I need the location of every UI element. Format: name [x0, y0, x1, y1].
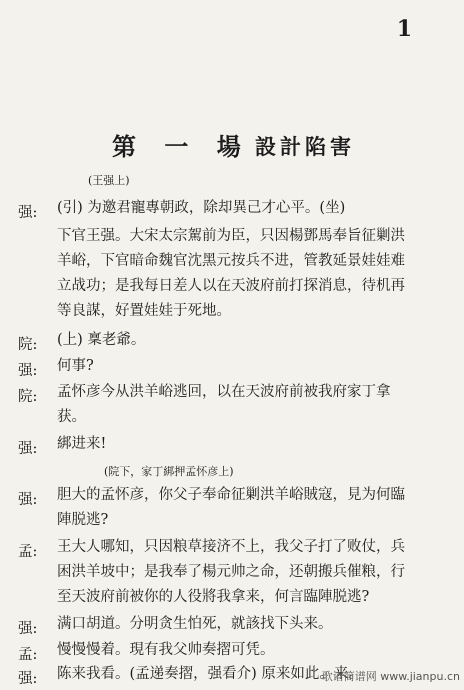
dialogue-line: 羊峪，下官暗命魏官沈黑元按兵不进，管教延景娃娃难	[57, 253, 405, 269]
dialogue-line: 困洪羊坡中；是我奉了楊元帅之命，还朝搬兵催粮，行	[57, 564, 405, 580]
dialogue-line: 至天波府前被你的人役將我拿来，何言臨陣脱逃?	[57, 589, 370, 605]
dialogue-line: 綁进来!	[57, 436, 107, 452]
stage-direction: (王强上)	[88, 174, 130, 187]
dialogue-line: 立战功；是我每日差人以在天波府前打探消息，待机再	[57, 278, 405, 294]
watermark: 歌谱简谱网 www.jianpu.cn	[321, 670, 460, 683]
speaker-label: 孟:	[18, 647, 38, 663]
scene-title: 第 一 場	[112, 132, 251, 161]
dialogue-line: (引) 为邀君寵專朝政，除却異己才心平。(坐)	[57, 200, 346, 216]
speaker-label: 强:	[18, 621, 38, 637]
speaker-label: 院:	[18, 337, 38, 353]
scene-subtitle: 設計陷害	[255, 134, 355, 159]
speaker-label: 院:	[18, 389, 38, 405]
page-number: 1	[396, 16, 412, 42]
dialogue-line: 满口胡道。分明贪生怕死，就該找下头来。	[57, 616, 333, 632]
dialogue-line: (上) 稟老爺。	[57, 332, 146, 348]
dialogue-line: 获。	[57, 409, 86, 425]
dialogue-line: 陣脱逃?	[57, 512, 109, 528]
dialogue-line: 王大人哪知，只因粮草接济不上，我父子打了败仗，兵	[57, 539, 405, 555]
speaker-label: 强:	[18, 441, 38, 457]
speaker-label: 孟:	[18, 544, 38, 560]
stage-direction: (院下，家丁綁押孟怀彦上)	[104, 465, 234, 478]
speaker-label: 强:	[18, 363, 38, 379]
dialogue-line: 下官王强。大宋太宗駕前为臣，只因楊鄧馬奉旨征剿洪	[57, 228, 405, 244]
dialogue-line: 何事?	[57, 358, 94, 374]
dialogue-line: 胆大的孟怀彦，你父子奉命征剿洪羊峪賊寇，見为何臨	[57, 487, 405, 503]
speaker-label: 强:	[18, 671, 38, 687]
dialogue-line: 孟怀彦今从洪羊峪逃回，以在天波府前被我府家丁拿	[57, 384, 391, 400]
dialogue-line: 等良謀，好置娃娃于死地。	[57, 303, 231, 319]
speaker-label: 强:	[18, 492, 38, 508]
dialogue-line: 慢慢慢着。現有我父帅奏摺可凭。	[57, 642, 275, 658]
speaker-label: 强:	[18, 205, 38, 221]
dialogue-line: 陈来我看。(孟递奏摺，强看介) 原来如此。来。	[57, 666, 363, 682]
